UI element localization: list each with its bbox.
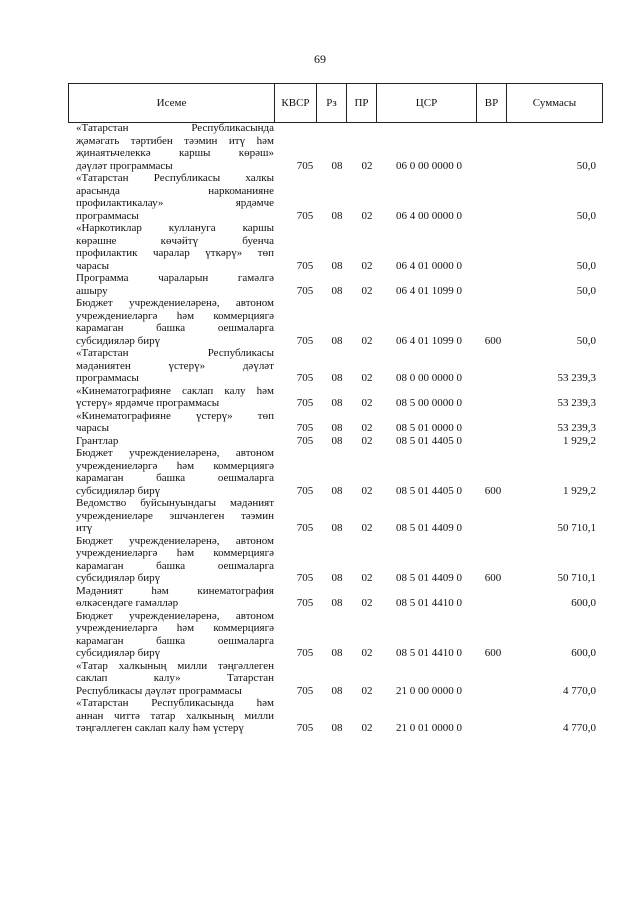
row-name [76, 385, 274, 410]
row-name-line: дәүләт программасы [76, 159, 173, 172]
row-name-line: саклап калу» Татарстан [76, 672, 274, 684]
cell-rz: 08 [331, 372, 343, 384]
row-name-line: профилактикалау» ярдәмче [76, 197, 274, 209]
row-name-line: «Татарстан Республикасында һәм [76, 697, 274, 709]
row-name-line: «Кинематографияне саклап калу һәм [76, 384, 274, 397]
cell-sum: 4 770,0 [563, 722, 596, 734]
cell-pr: 02 [361, 209, 373, 222]
cell-pr: 02 [361, 684, 373, 697]
row-name-line: «Татар халкының милли тәңгәллеген [76, 659, 274, 672]
cell-pr: 02 [361, 422, 373, 434]
row-name [76, 435, 274, 448]
cell-pr: 02 [361, 334, 373, 347]
cell-csr: 06 0 00 0000 0 [396, 159, 462, 172]
cell-kvsr: 705 [296, 334, 314, 347]
row-name-line: учреждениеләргә һәм коммерциягә [76, 547, 274, 559]
cell-rz: 08 [331, 259, 343, 272]
page-number: 69 [314, 52, 326, 66]
cell-rz: 08 [331, 159, 343, 172]
cell-rz: 08 [331, 397, 343, 409]
row-name [76, 410, 274, 435]
cell-kvsr: 705 [296, 209, 314, 222]
row-name [76, 497, 274, 535]
row-name-line: Бюджет учреждениеләренә, автоном [76, 447, 274, 459]
row-name-line: Мәдәният һәм кинематография [76, 584, 274, 597]
cell-pr: 02 [361, 259, 373, 272]
row-name-line: субсидияләр бирү [76, 334, 161, 347]
cell-sum: 4 770,0 [563, 684, 596, 697]
row-name-line: «Наркотиклар куллануга каршы [76, 222, 274, 234]
row-name-line: Ведомство буйсынуындагы мәдәният [76, 497, 274, 509]
column-header-rz: Рз [317, 84, 347, 123]
row-name [76, 535, 274, 585]
row-name-line: Грантлар [76, 434, 119, 447]
cell-sum: 53 239,3 [557, 422, 596, 434]
cell-kvsr: 705 [296, 422, 314, 434]
cell-rz: 08 [331, 684, 343, 697]
row-name [76, 172, 274, 222]
table-row [0, 410, 640, 435]
row-name-line: карамаган башка оешмаларга [76, 634, 274, 647]
cell-pr: 02 [361, 522, 373, 534]
row-name [76, 697, 274, 735]
column-header-sum: Суммасы [507, 84, 603, 123]
cell-sum: 600,0 [571, 597, 596, 609]
row-name-line: үстерү» ярдәмче программасы [76, 397, 220, 409]
cell-csr: 21 0 01 0000 0 [396, 722, 462, 734]
cell-kvsr: 705 [296, 284, 314, 297]
row-name-line: Бюджет учреждениеләренә, автоном [76, 297, 274, 309]
cell-pr: 02 [361, 397, 373, 409]
cell-pr: 02 [361, 572, 373, 584]
cell-pr: 02 [361, 372, 373, 384]
cell-sum: 50,0 [576, 334, 596, 347]
table-row [0, 435, 640, 448]
row-name-line: программасы [76, 209, 139, 222]
row-name-line: чарасы [76, 259, 110, 272]
cell-vr: 600 [484, 572, 502, 584]
row-name-line: җәмәгать тәртибен тәэмин итү һәм [76, 134, 274, 147]
row-name [76, 272, 274, 297]
row-name-line: «Татарстан Республикасы [76, 347, 274, 359]
table-row [0, 447, 640, 497]
cell-csr: 08 5 01 4405 0 [396, 484, 462, 497]
row-name [76, 222, 274, 272]
row-name-line: ашыру [76, 284, 108, 297]
table-row [0, 610, 640, 660]
cell-kvsr: 705 [296, 684, 314, 697]
cell-rz: 08 [331, 284, 343, 297]
cell-kvsr: 705 [296, 397, 314, 409]
cell-sum: 53 239,3 [557, 372, 596, 384]
column-header-name: Исеме [69, 84, 275, 123]
cell-sum: 1 929,2 [563, 434, 596, 447]
column-header-kvsr: КВСР [275, 84, 317, 123]
cell-sum: 1 929,2 [563, 484, 596, 497]
row-name-line: мәдәниятен үстерү» дәүләт [76, 359, 274, 372]
cell-pr: 02 [361, 159, 373, 172]
cell-csr: 06 4 01 0000 0 [396, 259, 462, 272]
row-name [76, 122, 274, 172]
cell-sum: 50,0 [576, 284, 596, 297]
cell-rz: 08 [331, 334, 343, 347]
cell-pr: 02 [361, 647, 373, 659]
row-name-line: субсидияләр бирү [76, 647, 161, 659]
row-name-line: җинаятьчелеккә каршы көрәш» [76, 147, 274, 159]
row-name-line: Бюджет учреждениеләренә, автоном [76, 609, 274, 622]
cell-rz: 08 [331, 722, 343, 734]
cell-rz: 08 [331, 572, 343, 584]
cell-rz: 08 [331, 522, 343, 534]
cell-csr: 08 5 00 0000 0 [396, 397, 462, 409]
row-name [76, 347, 274, 385]
table-row [0, 297, 640, 347]
table-row [0, 660, 640, 698]
cell-sum: 50 710,1 [557, 572, 596, 584]
table-body [0, 122, 640, 735]
row-name-line: программасы [76, 372, 139, 384]
row-name-line: карамаган башка оешмаларга [76, 472, 274, 484]
cell-csr: 08 5 01 4410 0 [396, 597, 462, 609]
cell-kvsr: 705 [296, 372, 314, 384]
row-name-line: «Татарстан Республикасы халкы [76, 172, 274, 184]
cell-csr: 08 5 01 4409 0 [396, 522, 462, 534]
cell-kvsr: 705 [296, 722, 314, 734]
row-name-line: чарасы [76, 422, 110, 434]
cell-kvsr: 705 [296, 259, 314, 272]
cell-kvsr: 705 [296, 484, 314, 497]
row-name-line: «Кинематографияне үстерү» төп [76, 409, 274, 422]
row-name-line: субсидияләр бирү [76, 572, 161, 584]
row-name-line: субсидияләр бирү [76, 484, 161, 497]
cell-kvsr: 705 [296, 159, 314, 172]
cell-kvsr: 705 [296, 647, 314, 659]
row-name [76, 660, 274, 698]
cell-kvsr: 705 [296, 597, 314, 609]
cell-vr: 600 [484, 484, 502, 497]
cell-sum: 50 710,1 [557, 522, 596, 534]
row-name-line: Бюджет учреждениеләренә, автоном [76, 534, 274, 547]
cell-kvsr: 705 [296, 434, 314, 447]
cell-csr: 06 4 01 1099 0 [396, 284, 462, 297]
cell-rz: 08 [331, 422, 343, 434]
row-name [76, 297, 274, 347]
cell-kvsr: 705 [296, 522, 314, 534]
row-name-line: учреждениеләргә һәм коммерциягә [76, 622, 274, 634]
column-header-csr: ЦСР [377, 84, 477, 123]
cell-sum: 50,0 [576, 209, 596, 222]
cell-csr: 08 5 01 4405 0 [396, 434, 462, 447]
cell-csr: 08 5 01 4409 0 [396, 572, 462, 584]
table-row [0, 272, 640, 297]
cell-sum: 50,0 [576, 259, 596, 272]
row-name-line: учреждениеләргә һәм коммерциягә [76, 459, 274, 472]
table-row [0, 172, 640, 222]
cell-pr: 02 [361, 597, 373, 609]
cell-csr: 08 5 01 4410 0 [396, 647, 462, 659]
row-name [76, 610, 274, 660]
row-name [76, 447, 274, 497]
row-name-line: тәңгәллеген саклап калу һәм үстерү [76, 722, 244, 734]
row-name-line: профилактик чаралар үткәрү» төп [76, 247, 274, 259]
cell-kvsr: 705 [296, 572, 314, 584]
table-row [0, 535, 640, 585]
table-row [0, 585, 640, 610]
row-name-line: Республикасы дәүләт программасы [76, 684, 242, 697]
cell-csr: 08 0 00 0000 0 [396, 372, 462, 384]
table-row [0, 697, 640, 735]
row-name-line: аннан читтә татар халкының милли [76, 709, 274, 722]
cell-pr: 02 [361, 284, 373, 297]
table-row [0, 222, 640, 272]
cell-csr: 08 5 01 0000 0 [396, 422, 462, 434]
cell-rz: 08 [331, 209, 343, 222]
column-header-vr: ВР [477, 84, 507, 123]
table-header [68, 83, 603, 123]
cell-sum: 53 239,3 [557, 397, 596, 409]
cell-rz: 08 [331, 647, 343, 659]
cell-pr: 02 [361, 484, 373, 497]
cell-rz: 08 [331, 434, 343, 447]
row-name-line: арасында наркоманияне [76, 184, 274, 197]
row-name-line: учреждениеләре эшчәнлеген тәэмин [76, 509, 274, 522]
cell-sum: 600,0 [571, 647, 596, 659]
row-name-line: итү [76, 522, 93, 534]
row-name-line: өлкәсендәге гамәлләр [76, 597, 179, 609]
cell-pr: 02 [361, 722, 373, 734]
row-name [76, 585, 274, 610]
row-name-line: «Татарстан Республикасында [76, 122, 274, 134]
cell-pr: 02 [361, 434, 373, 447]
cell-vr: 600 [484, 334, 502, 347]
row-name-line: карамаган башка оешмаларга [76, 559, 274, 572]
row-name-line: учреждениеләргә һәм коммерциягә [76, 309, 274, 322]
cell-sum: 50,0 [576, 159, 596, 172]
table-row [0, 497, 640, 535]
cell-csr: 21 0 00 0000 0 [396, 684, 462, 697]
table-row [0, 385, 640, 410]
cell-csr: 06 4 01 1099 0 [396, 334, 462, 347]
table-row [0, 347, 640, 385]
row-name-line: Программа чараларын гамәлгә [76, 272, 274, 284]
cell-csr: 06 4 00 0000 0 [396, 209, 462, 222]
cell-vr: 600 [484, 647, 502, 659]
cell-rz: 08 [331, 484, 343, 497]
table-row [0, 122, 640, 172]
column-header-pr: ПР [347, 84, 377, 123]
row-name-line: карамаган башка оешмаларга [76, 322, 274, 334]
row-name-line: көрәшне көчәйтү буенча [76, 234, 274, 247]
cell-rz: 08 [331, 597, 343, 609]
